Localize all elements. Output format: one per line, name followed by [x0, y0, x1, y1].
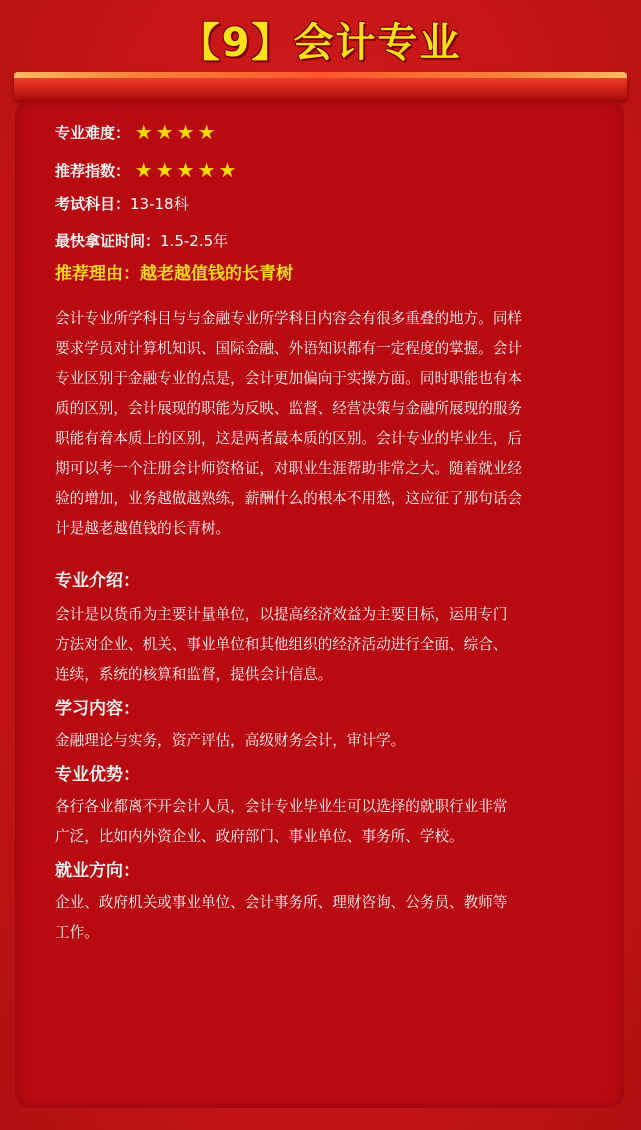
section-body-study — [55, 726, 595, 756]
recommend-stars-icon: ★★★★★ — [134, 158, 240, 182]
page-title: 【9】会计专业 — [179, 20, 462, 66]
fastest-row — [55, 230, 595, 252]
recommend-row — [55, 159, 595, 182]
subjects-row — [55, 193, 595, 215]
title-banner-ribbon — [14, 72, 627, 100]
recommend-reason: 推荐理由：越老越值钱的长青树 — [55, 264, 293, 284]
paragraph-line: 会计专业所学科目与与金融专业所学科目内容会有很多重叠的地方。同样 — [55, 310, 523, 327]
recommend-label: 推荐指数： — [55, 162, 131, 180]
fastest-value: 1.5-2.5年 — [160, 232, 229, 250]
paragraph-line: 计是越老越值钱的长青树。 — [55, 520, 231, 537]
paragraph-line: 验的增加，业务越做越熟练，薪酬什么的根本不用愁，这应征了那句话会 — [55, 490, 523, 507]
fastest-label: 最快拿证时间： — [55, 232, 161, 250]
paragraph-line: 职能有着本质上的区别，这是两者最本质的区别。会计专业的毕业生，后 — [55, 430, 523, 447]
paragraph-line: 方法对企业、机关、事业单位和其他组织的经济活动进行全面、综合、 — [55, 636, 508, 653]
content-body — [55, 118, 595, 948]
paragraph-line: 金融理论与实务，资产评估，高级财务会计，审计学。 — [55, 732, 406, 749]
paragraph-line: 工作。 — [55, 924, 99, 941]
difficulty-row — [55, 121, 595, 144]
section-heading-intro: 专业介绍： — [55, 571, 140, 591]
section-heading-advantage: 专业优势： — [55, 765, 140, 785]
section-heading-career: 就业方向： — [55, 861, 140, 881]
paragraph-line: 连续，系统的核算和监督，提供会计信息。 — [55, 666, 333, 683]
paragraph-line: 企业、政府机关或事业单位、会计事务所、理财咨询、公务员、教师等 — [55, 894, 508, 911]
section-heading-study: 学习内容： — [55, 699, 140, 719]
section-body-intro — [55, 600, 595, 690]
difficulty-label: 专业难度： — [55, 124, 131, 142]
paragraph-line: 专业区别于金融专业的点是，会计更加偏向于实操方面。同时职能也有本 — [55, 370, 523, 387]
section-body-advantage — [55, 792, 595, 852]
paragraph-line: 要求学员对计算机知识、国际金融、外语知识都有一定程度的掌握。会计 — [55, 340, 523, 357]
paragraph-line: 会计是以货币为主要计量单位，以提高经济效益为主要目标，运用专门 — [55, 606, 508, 623]
subjects-value: 13-18科 — [130, 195, 189, 213]
paragraph-line: 各行各业都离不开会计人员，会计专业毕业生可以选择的就职行业非常 — [55, 798, 508, 815]
paragraph-line: 期可以考一个注册会计师资格证，对职业生涯帮助非常之大。随着就业经 — [55, 460, 523, 477]
reason-paragraph — [55, 304, 595, 544]
difficulty-stars-icon: ★★★★ — [134, 120, 219, 144]
section-body-career — [55, 888, 595, 948]
paragraph-line: 广泛，比如内外资企业、政府部门、事业单位、事务所、学校。 — [55, 828, 464, 845]
paragraph-line: 质的区别，会计展现的职能为反映、监督、经营决策与金融所展现的服务 — [55, 400, 523, 417]
subjects-label: 考试科目： — [55, 195, 131, 213]
